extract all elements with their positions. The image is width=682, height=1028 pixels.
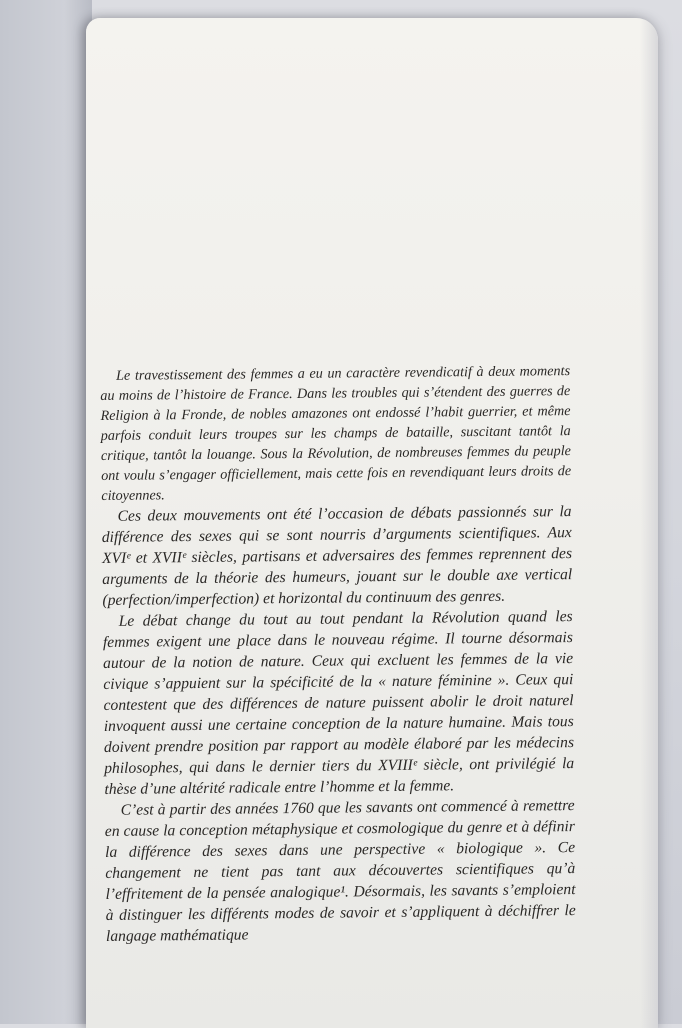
body-text: [100, 361, 576, 947]
book-page: [86, 18, 658, 1028]
paragraph-1: Le travestissement des femmes a eu un caractère revendicatif à deux moments au moins de l’histoire de France. Dans les troubles qui s’étendent des guerres de Religion à la Fronde, de nobles amazones ont endossé l’habit guerrier, et même parfois conduit leurs troupes sur les champs de bataille, suscitant tantôt la critique, tantôt la louange. Sous la Révolution, de nombreuses femmes du peuple ont voulu s’engager officiellement, mais cette fois en revendiquant leurs droits de citoyennes.: [100, 363, 572, 504]
facing-page: [0, 0, 92, 1024]
page-edge-shadow: [640, 18, 658, 1028]
paragraph-2: Ces deux mouvements ont été l’occasion de débats passionnés sur la différence des sexes qui se sont nourris d’arguments scientifiques. Aux XVIᵉ et XVIIᵉ siècles, partisans et adversaires des femmes reprennent des arguments de la théorie des humeurs, jouant sur le double axe vertical (perfection/imperfection) et horizontal du continuum des genres.: [101, 503, 573, 609]
paragraph-4: C’est à partir des années 1760 que les savants ont commencé à remettre en cause la conception métaphysique et cosmologique du genre et à définir la différence des sexes dans une perspective « biologique ». Ce changement ne tient pas tant aux découvertes scientifiques qu’à l’effritement de la pensée analogique¹. Désormais, les savants s’emploient à distinguer les différents modes de savoir et s’appliquent à déchiffrer le langage mathématique: [104, 797, 576, 945]
paragraph-3: Le débat change du tout au tout pendant la Révolution quand les femmes exigent une place dans le nouveau régime. Il tourne désormais autour de la notion de nature. Ceux qui excluent les femmes de la vie civique s’appuient sur la spécificité de la « nature féminine ». Ceux qui contestent que des différences de nature puissent abolir le droit naturel invoquent aussi une certaine conception de la nature humaine. Mais tous doivent prendre position par rapport au modèle élaboré par les médecins philosophes, qui dans le dernier tiers du XVIIIᵉ siècle, ont privilégié la thèse d’une altérité radicale entre l’homme et la femme.: [102, 608, 575, 798]
